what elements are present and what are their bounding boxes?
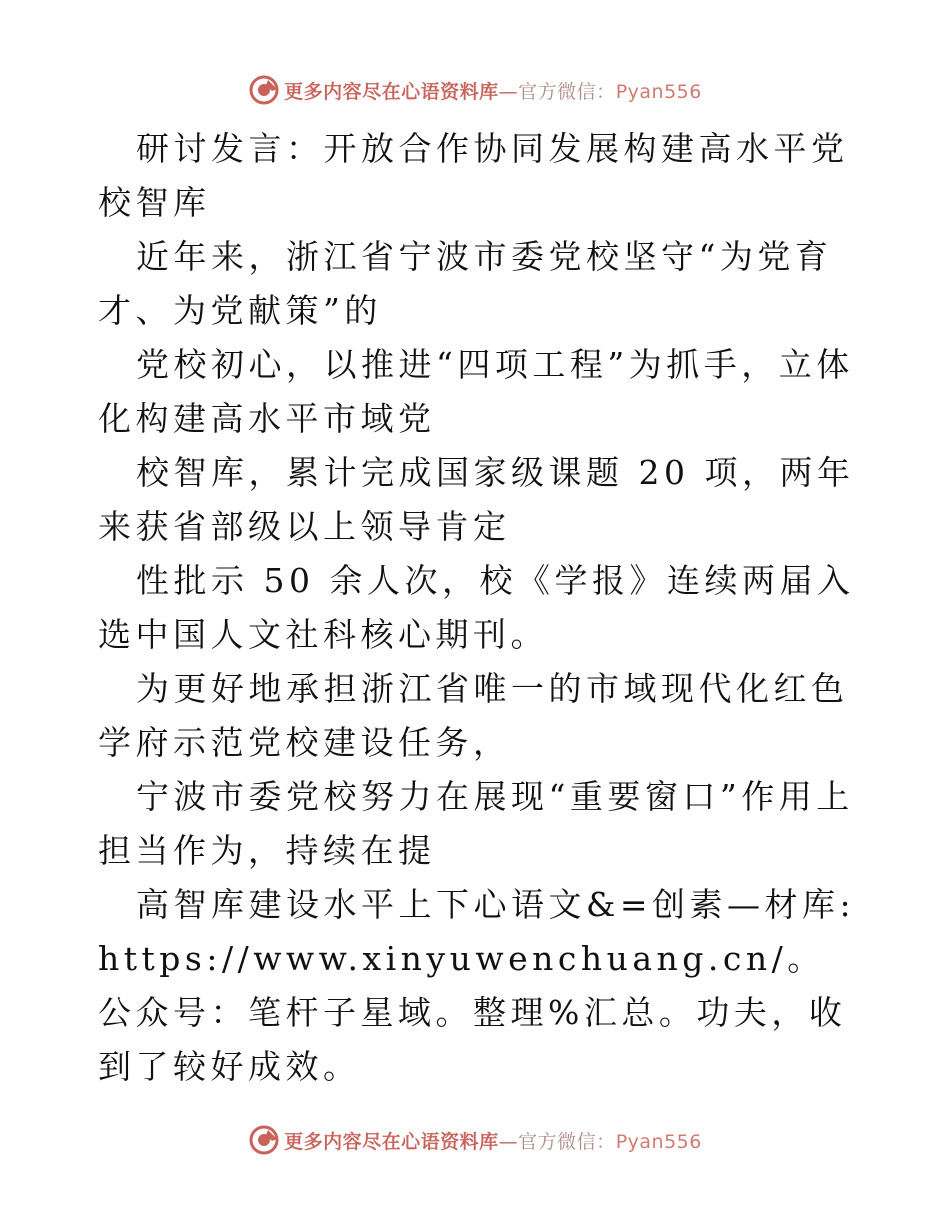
paragraph: 高智库建设水平上下心语文&=创素—材库:https://www.xinyuwenchuang.cn/。公众号：笔杆子星域。整理%汇总。功夫，收到了较好成效。 [98, 885, 856, 1086]
footer-banner-text: 更多内容尽在心语资料库—官方微信：Pyan556 [284, 1130, 702, 1153]
footer-banner [0, 1120, 950, 1160]
pen-logo-icon [248, 74, 280, 106]
paragraph: 校智库，累计完成国家级课题 20 项，两年来获省部级以上领导肯定 [98, 453, 855, 546]
paragraph: 性批示 50 余人次，校《学报》连续两届入选中国人文社科核心期刊。 [98, 561, 855, 654]
pen-logo-icon [248, 1124, 280, 1156]
header-banner-text: 更多内容尽在心语资料库—官方微信：Pyan556 [284, 80, 702, 103]
paragraph: 为更好地承担浙江省唯一的市域现代化红色学府示范党校建设任务， [98, 669, 849, 762]
paragraph: 宁波市委党校努力在展现“重要窗口”作用上担当作为，持续在提 [98, 777, 854, 870]
paragraph: 党校初心，以推进“四项工程”为抓手，立体化构建高水平市域党 [98, 345, 854, 438]
document-title: 研讨发言：开放合作协同发展构建高水平党校智库 [98, 129, 849, 222]
paragraph: 近年来，浙江省宁波市委党校坚守“为党育才、为党献策”的 [98, 237, 833, 330]
document-body [98, 122, 858, 1094]
header-banner [0, 70, 950, 110]
